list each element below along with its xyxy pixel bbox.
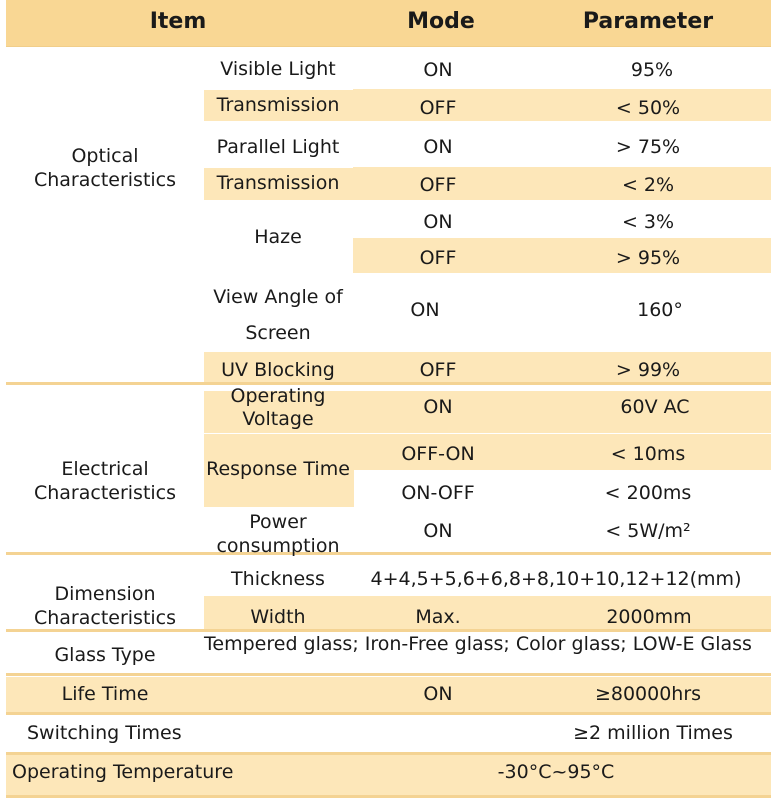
power-mode: ON [423, 520, 453, 542]
separator-switching [6, 712, 771, 715]
width-label: Width [250, 606, 306, 628]
electrical-category: Electrical Characteristics [33, 458, 177, 504]
width-mode: Max. [415, 606, 461, 628]
separator-temp [6, 752, 771, 755]
uv-blocking-label: UV Blocking [221, 359, 335, 381]
visible-off-value: < 50% [615, 97, 681, 119]
separator-life [6, 673, 771, 676]
voltage-label: Operating Voltage [230, 385, 326, 430]
view-angle-screen-label: Screen [245, 322, 311, 344]
haze-on-mode: ON [423, 211, 453, 233]
header-mode: Mode [407, 9, 475, 34]
dimension-category: Dimension Characteristics [33, 583, 177, 629]
voltage-value: 60V AC [620, 396, 690, 418]
parallel-on-mode: ON [423, 136, 453, 158]
band-haze-off [353, 238, 771, 273]
visible-transmission-label: Transmission [216, 94, 340, 116]
view-angle-value: 160° [637, 299, 683, 321]
visible-off-mode: OFF [419, 97, 457, 119]
response-onoff-value: < 200ms [604, 482, 692, 504]
operating-temp-label: Operating Temperature [12, 761, 234, 783]
switching-times-label: Switching Times [27, 722, 182, 744]
thickness-label: Thickness [231, 568, 325, 590]
haze-on-value: < 3% [621, 211, 675, 233]
header-parameter: Parameter [582, 9, 714, 34]
life-time-mode: ON [423, 683, 453, 705]
voltage-mode: ON [423, 396, 453, 418]
operating-temp-value: -30°C~95°C [497, 761, 615, 783]
view-angle-label: View Angle of [213, 286, 343, 308]
switching-times-value: ≥2 million Times [573, 722, 733, 744]
header-divider [6, 46, 771, 47]
uv-blocking-value: > 99% [615, 359, 681, 381]
life-time-value: ≥80000hrs [594, 683, 702, 705]
glass-type-label: Glass Type [54, 644, 156, 666]
haze-off-value: > 95% [615, 247, 681, 269]
parallel-off-value: < 2% [621, 174, 675, 196]
parallel-off-mode: OFF [419, 174, 457, 196]
response-onoff-mode: ON-OFF [401, 482, 475, 504]
life-time-label: Life Time [61, 683, 149, 705]
visible-light-label: Visible Light [220, 58, 336, 80]
thickness-value: 4+4,5+5,6+6,8+8,10+10,12+12(mm) [370, 568, 742, 590]
haze-off-mode: OFF [419, 247, 457, 269]
parallel-on-value: > 75% [615, 136, 681, 158]
visible-on-value: 95% [630, 59, 674, 81]
parallel-transmission-label: Transmission [216, 172, 340, 194]
glass-type-value: Tempered glass; Iron-Free glass; Color glass; LOW-E Glass [204, 633, 752, 655]
view-angle-mode: ON [410, 299, 440, 321]
haze-label: Haze [254, 226, 302, 248]
band-visible-off [353, 89, 771, 121]
response-time-label: Response Time [206, 458, 350, 480]
power-label: Power consumption [216, 511, 340, 557]
optical-category: Optical Characteristics [33, 145, 177, 191]
parallel-light-label: Parallel Light [216, 136, 340, 158]
band-parallel-off [353, 167, 771, 200]
header-item: Item [149, 9, 207, 34]
visible-on-mode: ON [423, 59, 453, 81]
separator-dimension [6, 552, 771, 555]
response-offon-mode: OFF-ON [401, 443, 475, 465]
response-offon-value: < 10ms [610, 443, 686, 465]
power-value: < 5W/m² [605, 520, 691, 542]
width-value: 2000mm [606, 606, 692, 628]
separator-electrical [6, 382, 771, 385]
separator-bottom [6, 795, 771, 798]
uv-blocking-mode: OFF [419, 359, 457, 381]
